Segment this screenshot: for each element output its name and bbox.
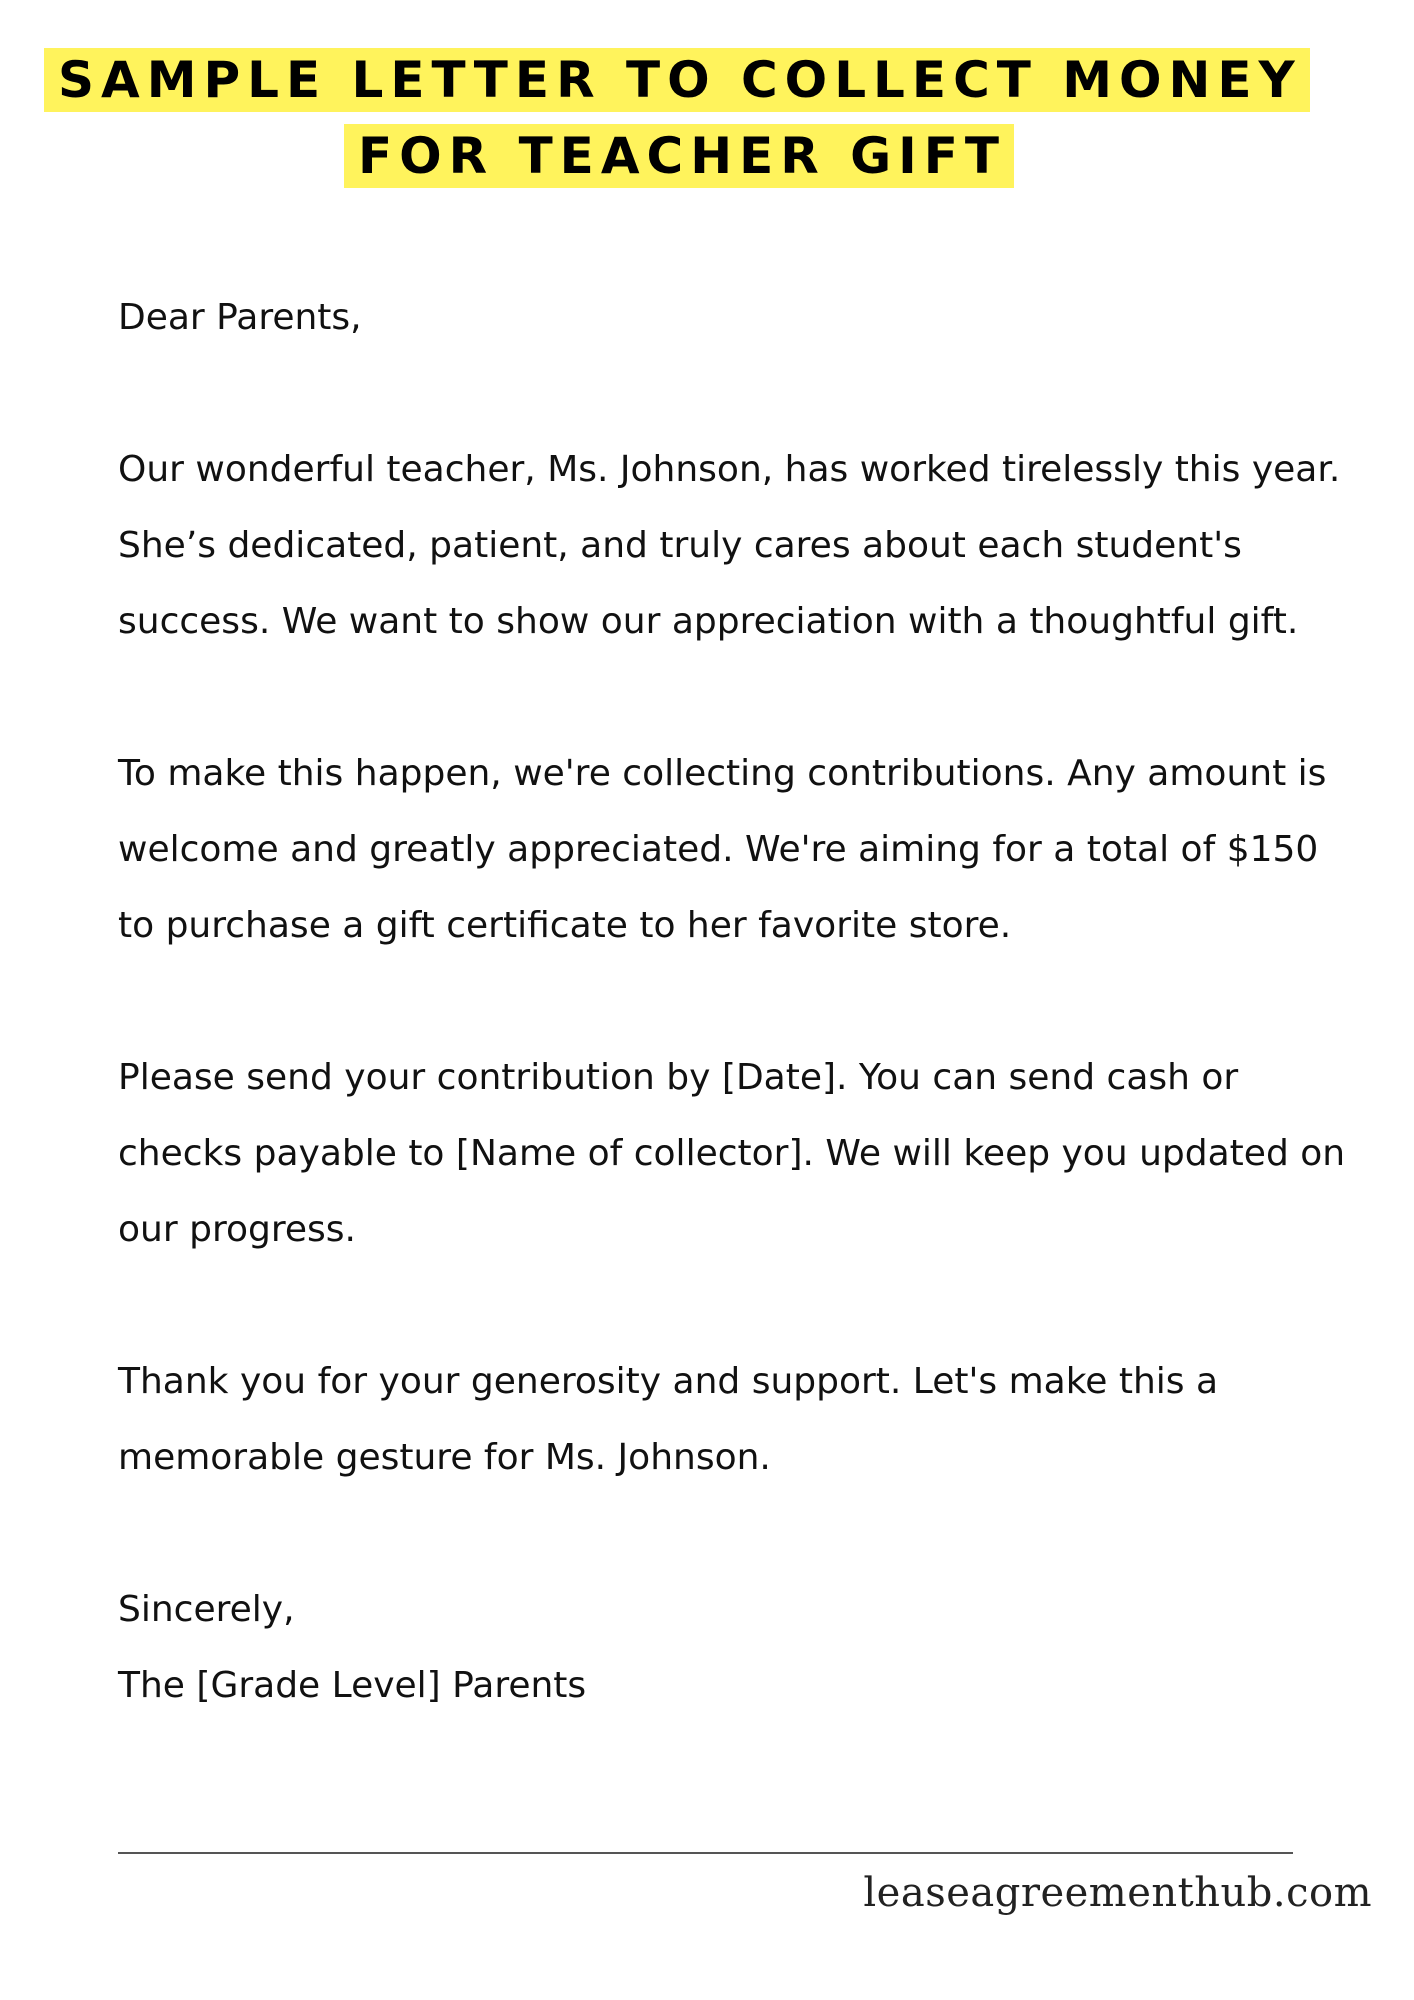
signature: The [Grade Level] Parents	[118, 1665, 587, 1706]
paragraph-thanks: Thank you for your generosity and support. Let's make this a memorable gesture for Ms. Johnson.	[118, 1361, 1219, 1478]
title-line-1: SAMPLE LETTER TO COLLECT MONEY	[44, 48, 1310, 112]
paragraph-contributions: To make this happen, we're collecting contributions. Any amount is welcome and greatly appreciated. We're aiming for a total of $150 to purchase a gift certificate to her favorite store.	[118, 753, 1327, 946]
closing: Sincerely,	[118, 1589, 295, 1630]
footer-website: leaseagreementhub.com	[863, 1870, 1372, 1916]
salutation: Dear Parents,	[118, 297, 362, 338]
signature-rule	[118, 1852, 1293, 1854]
paragraph-intro: Our wonderful teacher, Ms. Johnson, has worked tirelessly this year. She’s dedicated, patient, and truly cares about each student's success. We want to show our appreciation with a thoughtful gift.	[118, 449, 1341, 642]
title-line-2: FOR TEACHER GIFT	[344, 124, 1014, 188]
letter-body	[118, 280, 1348, 1724]
paragraph-instructions: Please send your contribution by [Date]. You can send cash or checks payable to [Name of collector]. We will keep you updated on our progress.	[118, 1057, 1346, 1250]
